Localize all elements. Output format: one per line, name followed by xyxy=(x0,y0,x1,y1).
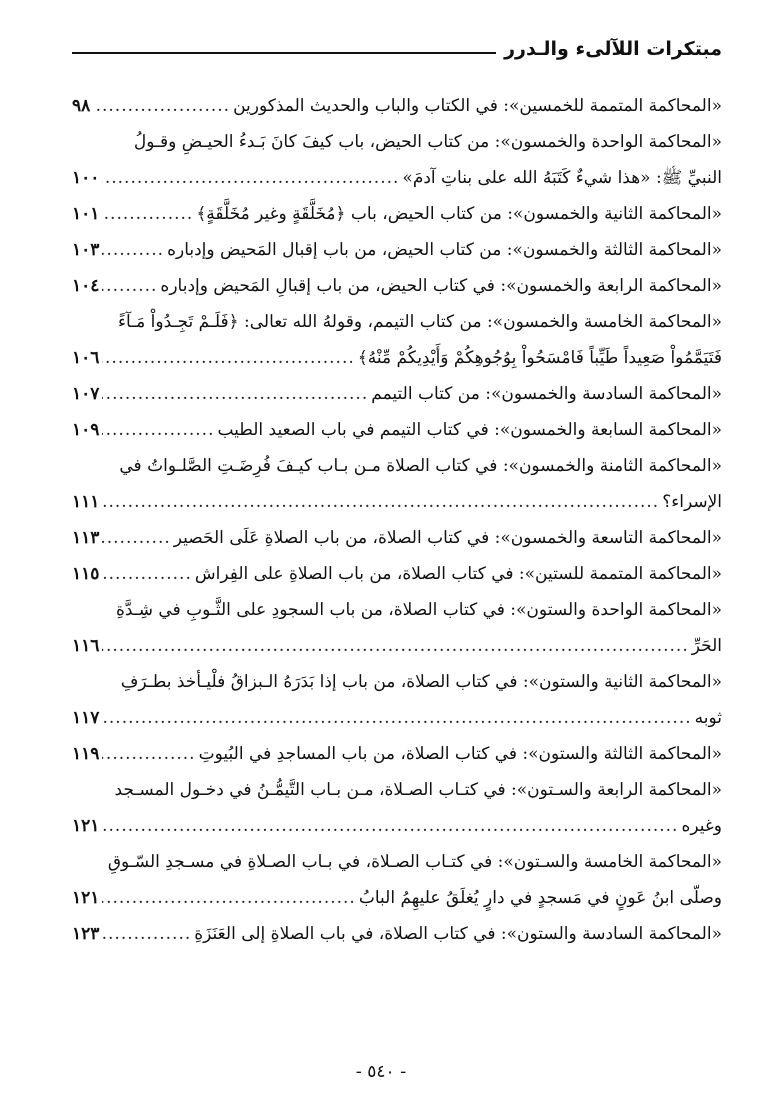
toc-entry xyxy=(72,304,722,376)
toc-entry xyxy=(72,664,722,736)
dot-leader xyxy=(93,88,230,124)
dot-leader xyxy=(102,880,355,916)
entry-text: «المحاكمة التاسعة والخمسون»: في كتاب الصلاة، من باب الصلاةِ عَلَى الحَصير xyxy=(173,528,722,548)
toc-entry-line xyxy=(72,304,722,340)
toc-entry xyxy=(72,88,722,124)
entry-text: فَتَيَمَّمُواْ صَعِيداً طَيِّباً فَامْسَحُواْ بِوُجُوهِكُمْ وَأَيْدِيكُمْ مِّنْهُ﴾ xyxy=(357,348,722,368)
dot-leader xyxy=(102,736,195,772)
dot-leader xyxy=(102,268,157,304)
entry-text: «المحاكمة السادسة والخمسون»: من كتاب التيمم xyxy=(371,384,722,404)
entry-page-number: ١٢١ xyxy=(72,888,100,908)
entry-text: «المحاكمة المتممة للخمسين»: في الكتاب والباب والحديث المذكورين xyxy=(233,96,722,116)
entry-text: «المحاكمة المتممة للستين»: في كتاب الصلاة، من باب الصلاةِ على الفِراش xyxy=(194,564,722,584)
dot-leader xyxy=(102,484,659,520)
entry-text: النبيِّ ﷺ: «هذا شيءٌ كَتَبَهُ الله على بناتِ آدمَ» xyxy=(402,168,722,188)
toc-entry-line xyxy=(72,592,722,628)
running-header xyxy=(72,38,722,60)
entry-page-number: ١٢٣ xyxy=(72,924,100,944)
toc-entry-line xyxy=(72,160,722,196)
toc-entry-line xyxy=(72,628,722,664)
dot-leader xyxy=(102,700,691,736)
entry-text: «المحاكمة الرابعة والخمسون»: في كتاب الحيض، من باب إقبالِ المَحيض وإدباره xyxy=(160,276,722,296)
dot-leader xyxy=(102,520,170,556)
toc-entry-line xyxy=(72,376,722,412)
book-title: مبتكرات اللآلىء والـدرر xyxy=(504,38,722,60)
page-number: - ٥٤٠ - xyxy=(355,1062,407,1082)
header-rule xyxy=(72,52,496,54)
toc-entry-line xyxy=(72,916,722,952)
toc-entry-line xyxy=(72,844,722,880)
toc-entry xyxy=(72,772,722,844)
dot-leader xyxy=(102,412,214,448)
toc-entry xyxy=(72,556,722,592)
dot-leader xyxy=(102,556,191,592)
entry-page-number: ١٠٣ xyxy=(72,240,100,260)
toc-entry xyxy=(72,844,722,916)
toc-entry-line xyxy=(72,448,722,484)
toc-entry xyxy=(72,736,722,772)
toc-entry-line xyxy=(72,520,722,556)
toc-entry-line xyxy=(72,700,722,736)
toc-entry-line xyxy=(72,808,722,844)
entry-text: «المحاكمة الخامسة والسـتون»: في كتـاب الصـلاة، في بـاب الصـلاةِ في مسـجدِ السّـوقِ xyxy=(107,852,722,872)
toc-entry xyxy=(72,196,722,232)
dot-leader xyxy=(102,340,354,376)
dot-leader xyxy=(102,628,688,664)
dot-leader xyxy=(102,232,164,268)
toc-entry-line xyxy=(72,772,722,808)
entry-page-number: ١٢١ xyxy=(72,816,100,836)
dot-leader xyxy=(102,160,399,196)
entry-text: «المحاكمة الثانية والستون»: في كتاب الصلاة، من باب إذا بَدَرَهُ الـبزاقُ فلْيـأخذ بطـرَفِ xyxy=(120,672,722,692)
toc-entry-line xyxy=(72,196,722,232)
toc-entry xyxy=(72,916,722,952)
entry-page-number: ١٠٧ xyxy=(72,384,100,404)
entry-page-number: ٩٨ xyxy=(72,96,91,116)
entry-page-number: ١١٧ xyxy=(72,708,100,728)
entry-page-number: ١١١ xyxy=(72,492,100,512)
toc-entry-line xyxy=(72,412,722,448)
entry-text: «المحاكمة الثالثة والستون»: في كتاب الصلاة، من باب المساجدِ في البُيوتِ xyxy=(198,744,722,764)
entry-text: «المحاكمة الواحدة والستون»: في كتاب الصلاة، من باب السجودِ على الثَّـوبِ في شِـدَّةِ xyxy=(115,600,722,620)
entry-page-number: ١٠٦ xyxy=(72,348,100,368)
entry-text: وغيره xyxy=(681,816,722,836)
entry-page-number: ١١٥ xyxy=(72,564,100,584)
entry-text: الإسراء؟ xyxy=(662,492,722,512)
toc-entry xyxy=(72,520,722,556)
entry-text: «المحاكمة الثامنة والخمسون»: في كتاب الصلاة مـن بـاب كيـفَ فُرِضَـتِ الصَّلـواتُ في xyxy=(119,456,722,476)
entry-page-number: ١١٣ xyxy=(72,528,100,548)
toc-entry-line xyxy=(72,880,722,916)
toc-entry xyxy=(72,592,722,664)
toc-entry-line xyxy=(72,124,722,160)
toc-entry xyxy=(72,448,722,520)
entry-text: ثوبه xyxy=(694,708,722,728)
entry-text: «المحاكمة الثانية والخمسون»: من كتاب الحيض، باب ﴿مُخَلَّقَةٍ وغير مُخَلَّقَةٍ﴾ xyxy=(196,204,722,224)
entry-page-number: ١٠٤ xyxy=(72,276,100,296)
entry-text: «المحاكمة السادسة والستون»: في كتاب الصلاة، في باب الصلاةِ إلى العَنَزَةِ xyxy=(194,924,722,944)
entry-text: الحَرِّ xyxy=(691,636,722,656)
toc-entry-line xyxy=(72,736,722,772)
toc-entry-line xyxy=(72,484,722,520)
toc-entry-line xyxy=(72,340,722,376)
entry-page-number: ١٠٠ xyxy=(72,168,100,188)
toc-entry-line xyxy=(72,88,722,124)
entry-text: «المحاكمة السابعة والخمسون»: في كتاب التيمم في باب الصعيد الطيب xyxy=(217,420,722,440)
entry-page-number: ١٠١ xyxy=(72,204,100,224)
toc-entry xyxy=(72,268,722,304)
entry-text: «المحاكمة الواحدة والخمسون»: من كتاب الحيض، باب كيفَ كانَ بَـدءُ الحيـضِ وقـولُ xyxy=(133,132,722,152)
dot-leader xyxy=(102,196,193,232)
toc-entry-line xyxy=(72,232,722,268)
entry-text: «المحاكمة الرابعة والسـتون»: في كتـاب الصـلاة، مـن بـاب التَّيمُّـنُ في دخـول المسـجد xyxy=(114,780,722,800)
dot-leader xyxy=(102,916,191,952)
entry-page-number: ١١٦ xyxy=(72,636,100,656)
table-of-contents xyxy=(72,88,722,952)
entry-text: وصلّى ابنُ عَونٍ في مَسجدٍ في دارٍ يُغلَقُ عليهِمُ البابُ xyxy=(358,888,722,908)
toc-entry xyxy=(72,376,722,412)
toc-entry-line xyxy=(72,268,722,304)
entry-page-number: ١١٩ xyxy=(72,744,100,764)
dot-leader xyxy=(102,808,678,844)
entry-text: «المحاكمة الثالثة والخمسون»: من كتاب الحيض، من باب إقبال المَحيض وإدباره xyxy=(167,240,722,260)
dot-leader xyxy=(102,376,368,412)
toc-entry xyxy=(72,124,722,196)
toc-entry-line xyxy=(72,664,722,700)
entry-text: «المحاكمة الخامسة والخمسون»: من كتاب التيمم، وقولهُ الله تعالى: ﴿فَلَـمْ تَجِـدُواْ مَـآءً xyxy=(118,312,722,332)
toc-entry-line xyxy=(72,556,722,592)
entry-page-number: ١٠٩ xyxy=(72,420,100,440)
toc-entry xyxy=(72,232,722,268)
toc-entry xyxy=(72,412,722,448)
